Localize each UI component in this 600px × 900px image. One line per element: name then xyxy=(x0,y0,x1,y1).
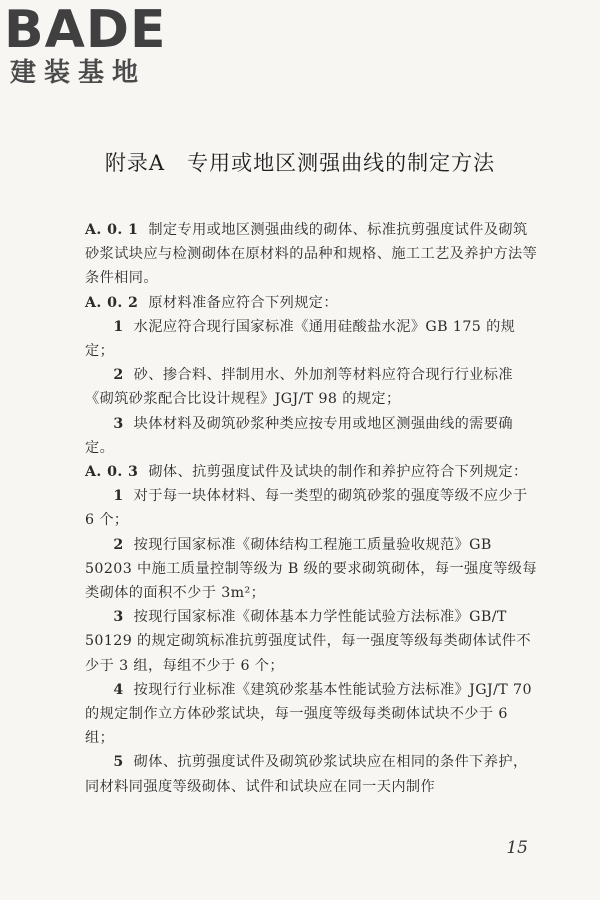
page-title: 附录A 专用或地区测强曲线的制定方法 xyxy=(104,151,496,175)
clause-number: A. 0. 3 xyxy=(85,464,139,481)
item-text: 按现行国家标准《砌体结构工程施工质量验收规范》GB 50203 中施工质量控制等级为 B 级的要求砌筑砌体，每一强度等级每类砌体的面积不少于 3m²； xyxy=(85,536,537,602)
clause-a03 xyxy=(85,460,540,484)
clause-a02 xyxy=(85,291,540,315)
clause-number: A. 0. 2 xyxy=(85,294,139,311)
item-number: 2 xyxy=(113,536,124,553)
clause-text: 原材料准备应符合下列规定： xyxy=(148,294,338,311)
bade-logo xyxy=(4,2,179,90)
clause-text: 制定专用或地区测强曲线的砌体、标准抗剪强度试件及砌筑砂浆试块应与检测砌体在原材料的品种和规格、施工工艺及养护方法等条件相同。 xyxy=(85,222,538,287)
item-number: 1 xyxy=(113,318,124,335)
clause-a01 xyxy=(85,218,540,291)
item-text: 砌体、抗剪强度试件及砌筑砂浆试块应在相同的条件下养护，同材料同强度等级砌体、试件和试块应在同一天内制作 xyxy=(85,754,528,795)
page-number: 15 xyxy=(506,838,528,858)
clause-text: 砌体、抗剪强度试件及试块的制作和养护应符合下列规定： xyxy=(148,464,528,481)
item-text: 按现行国家标准《砌体基本力学性能试验方法标准》GB/T 50129 的规定砌筑标准抗剪强度试件，每一强度等级每类砌体试件不少于 3 组，每组不少于 6 个； xyxy=(85,609,531,674)
list-item xyxy=(85,363,540,411)
item-number: 1 xyxy=(113,488,124,505)
item-number: 5 xyxy=(113,754,124,771)
list-item xyxy=(85,533,540,606)
list-item xyxy=(85,315,540,363)
item-text: 对于每一块体材料、每一类型的砌筑砂浆的强度等级不应少于 6 个； xyxy=(85,488,528,529)
item-text: 水泥应符合现行国家标准《通用硅酸盐水泥》GB 175 的规定； xyxy=(85,318,516,360)
list-item xyxy=(85,750,540,798)
item-text: 按现行行业标准《建筑砂浆基本性能试验方法标准》JGJ/T 70 的规定制作立方体砂浆试块，每一强度等级每类砌体试块不少于 6 组； xyxy=(85,681,532,747)
logo-subtitle: 建装基地 xyxy=(10,58,147,88)
list-item xyxy=(85,605,540,678)
item-number: 4 xyxy=(113,681,124,698)
list-item xyxy=(85,412,540,460)
item-number: 2 xyxy=(113,367,124,384)
document-body xyxy=(85,218,540,799)
item-text: 砂、掺合料、拌制用水、外加剂等材料应符合现行行业标准《砌筑砂浆配合比设计规程》JGJ/T 98 的规定； xyxy=(85,367,513,408)
item-text: 块体材料及砌筑砂浆种类应按专用或地区测强曲线的需要确定。 xyxy=(85,415,513,456)
clause-number: A. 0. 1 xyxy=(85,222,139,238)
list-item xyxy=(85,678,540,751)
logo-wordmark: BADE xyxy=(4,0,167,60)
item-number: 3 xyxy=(113,415,124,432)
item-number: 3 xyxy=(113,609,124,626)
list-item xyxy=(85,484,540,532)
